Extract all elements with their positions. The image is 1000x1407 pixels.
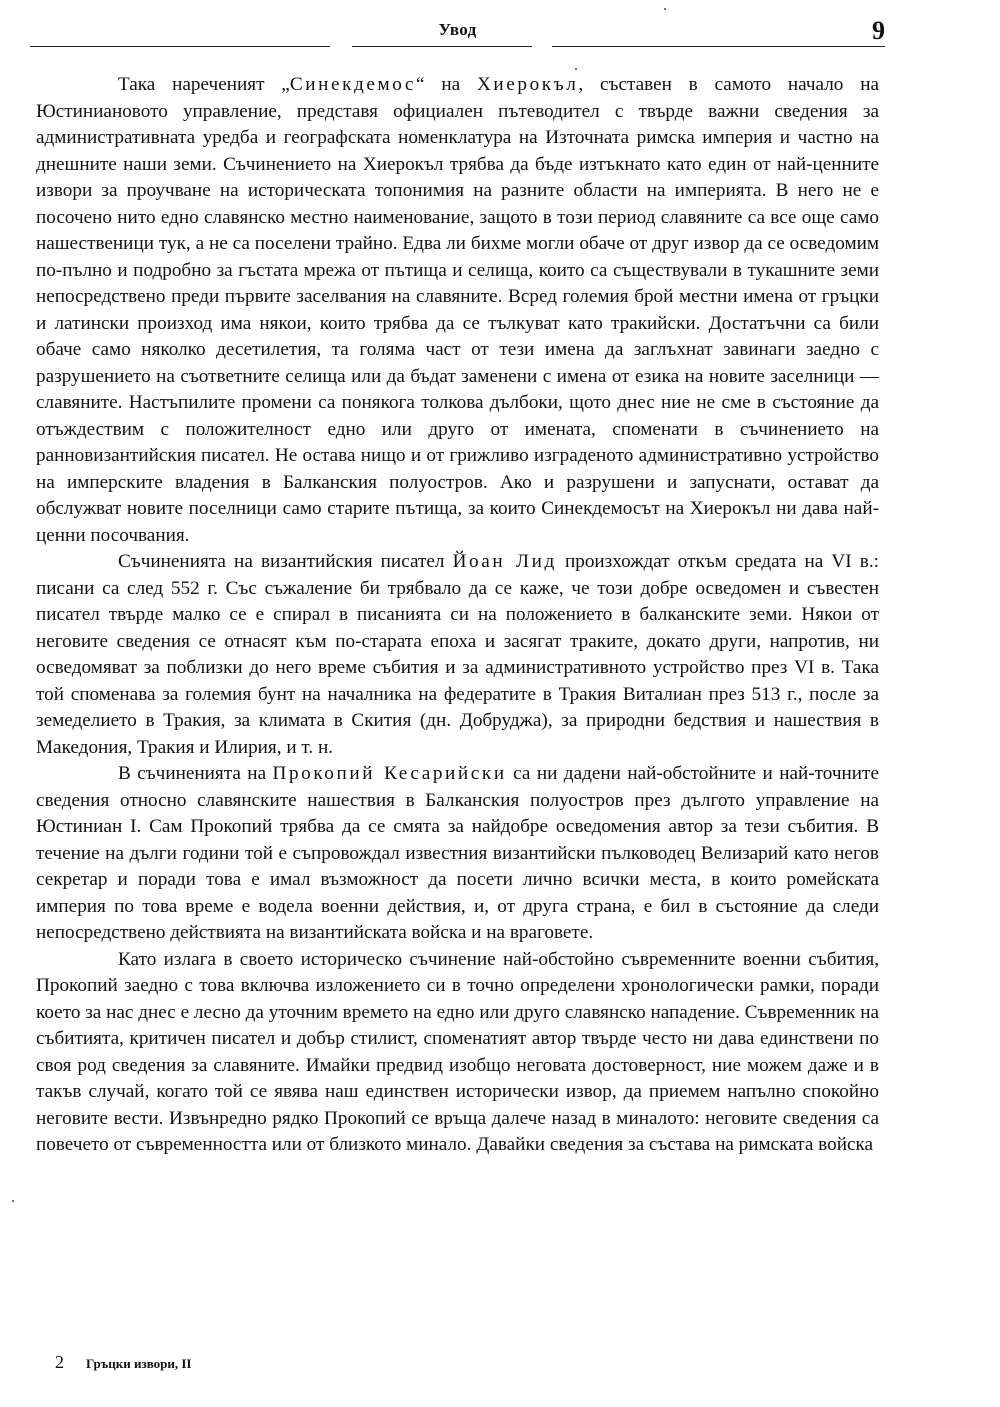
text-run: Съчиненията на византийския писател (118, 551, 453, 572)
emphasized-name: Йоан Лид (452, 551, 557, 572)
scan-speck (664, 8, 666, 10)
body-text (36, 72, 879, 1159)
text-run: “ на (416, 74, 477, 95)
text-run: произхождат откъм средата на VI в.: писани са след 552 г. Със съжаление би трябвало да се каже, че този добре осведомен и съвестен писател твърде малко се е спирал в писанията си на положението в балканските земи. Някои от неговите сведения се отнасят към по-старата епоха и засягат траките, докато други, напротив, ни осведомяват за поблизки до него време събития и за административното устройство през VI в. Така той споменава за големия бунт на началника на федератите в Тракия Виталиан през 513 г., после за земеделието в Тракия, за климата в Скития (дн. Добруджа), за природни бедствия и нашествия в Македония, Тракия и Илирия, и т. н. (36, 551, 879, 758)
emphasized-name: Прокопий Кесарийски (272, 763, 507, 784)
paragraph (36, 947, 879, 1159)
printer-signature (55, 1352, 191, 1373)
running-header (30, 18, 885, 58)
scan-speck (575, 68, 577, 70)
text-run: , съставен в самото начало на Юстиниановото управление, представя официален пътеводител с твърде важни сведения за административната уредба и географската номенклатура на Източната римска империя и частно на днешните наши земи. Съчинението на Хиерокъл трябва да бъде изтъкнато като един от най-ценните извори за проучване на историческата топонимия на разните области на империята. В него не е посочено нито едно славянско местно наименование, защото в този период славяните са все още само нашественици тук, а не са поселени трайно. Едва ли бихме могли обаче от друг извор да се осведомим по-пълно и подробно за гъстата мрежа от пътища и селища, които са съществували в тукашните земи непосредствено преди първите заселвания на славяните. Всред големия брой местни имена от гръцки и латински произход има някои, които трябва да се тълкуват като тракийски. Достатъчни са били обаче само няколко десетилетия, та голяма част от тези имена да заглъхнат завинаги заедно с разрушението на съответните селища или да бъдат заменени с имена от езика на новите заселници — славяните. Настъпилите промени са понякога толкова дълбоки, щото днес ние не сме в състояние да отъждествим с положителност едно или друго от имената, споменати в съчинението на ранновизантийския писател. Не остава нищо и от грижливо изграденото административно устройство на имперските владения в Балканския полуостров. Ако и разрушени и запуснати, остават да обслужват новите поселници само старите пътища, за които Синекдемосът на Хиерокъл ни дава най-ценни посочвания. (36, 74, 879, 546)
text-run: са ни дадени най-обстойните и най-точните сведения относно славянските нашествия в Балканския полуостров през дългото управление на Юстиниан I. Сам Прокопий трябва да се смята за найдобре осведомения автор за тези събития. В течение на дълги години той е съпровождал известния византийски пълководец Велизарий като негов секретар и поради това е имал възможност да посети лично всички места, в които ромейската империя по това време е водела военни действия, и, от друга страна, е бил в състояние да следи непосредствено действията на византийската войска и на враговете. (36, 763, 879, 943)
page-header-title: Увод (438, 20, 477, 39)
emphasized-name: Синекдемос (289, 74, 416, 95)
header-rule-middle (352, 46, 532, 47)
text-run: В съчиненията на (118, 763, 273, 784)
signature-text: Гръцки извори, II (86, 1356, 192, 1371)
header-rule-right (552, 46, 885, 47)
paragraph (36, 72, 879, 549)
emphasized-name: Хиерокъл (476, 74, 579, 95)
header-rule-left (30, 46, 330, 47)
scan-speck (12, 1200, 14, 1202)
paragraph (36, 761, 879, 947)
signature-number: 2 (55, 1352, 64, 1372)
paragraph (36, 549, 879, 761)
page-number: 9 (872, 16, 885, 45)
text-run: Като излага в своето историческо съчинение най-обстойно съвременните военни събития, Прокопий заедно с това включва изложението си в точно определени хронологически рамки, поради което за нас днес е лесно да уточним времето на едно или друго славянско нападение. Съвременник на събитията, критичен писател и добър стилист, споменатият автор твърде често ни дава единствени по своя род сведения за славяните. Имайки предвид изобщо неговата достоверност, ние можем даже и в такъв случай, когато той се явява наш единствен исторически извор, да приемем напълно спокойно неговите вести. Извънредно рядко Прокопий се връща далече назад в миналото: неговите сведения са повечето от съвременността или от близкото минало. Давайки сведения за състава на римската войска (36, 948, 879, 1155)
text-run: Така нареченият „ (118, 74, 290, 95)
